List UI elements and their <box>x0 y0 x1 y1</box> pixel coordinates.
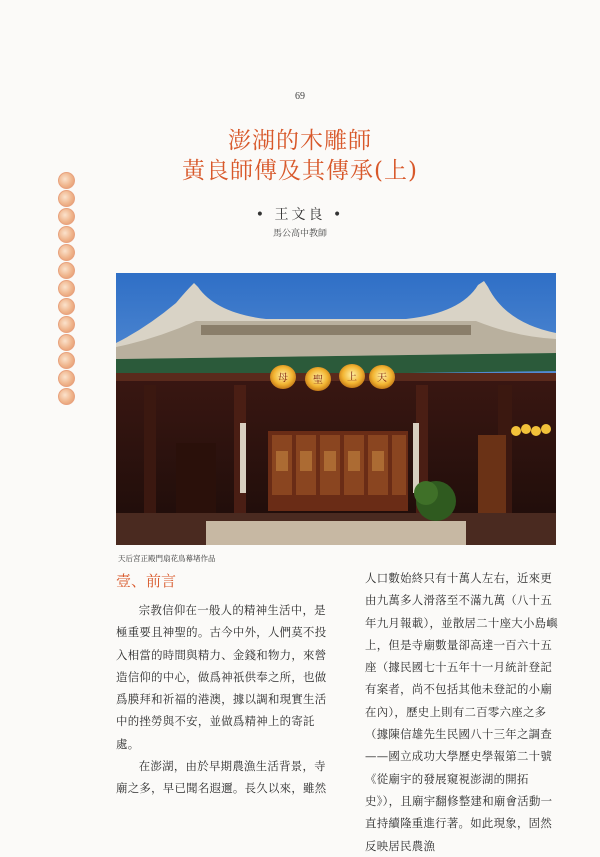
paragraph: 在澎湖，由於早期農漁生活背景，寺廟之多，早已聞名遐邇。長久以來，雖然 <box>116 759 327 796</box>
photo-caption: 天后宮正殿門扇花鳥幕堵作品 <box>118 554 216 563</box>
right-column <box>365 567 561 857</box>
page-number: 69 <box>295 91 305 102</box>
ornament-dot <box>58 370 75 387</box>
ornament-dot <box>58 244 75 261</box>
ornament-dot <box>58 316 75 333</box>
ornament-dot <box>58 262 75 279</box>
article-title-line1: 澎湖的木雕師 <box>228 128 372 154</box>
lantern-char: 母 <box>278 373 288 384</box>
ornament-dot <box>58 280 75 297</box>
ornament-dot <box>58 334 75 351</box>
article-title-line2: 黃良師傅及其傳承(上) <box>182 158 418 184</box>
lantern-char: 上 <box>347 372 357 383</box>
ornament-dot <box>58 388 75 405</box>
paragraph: 人口數始終只有十萬人左右，近來更由九萬多人滑落至不滿九萬（八十五年九月報載），並散居二十座大小島嶼上，但是寺廟數量卻高達一百六十五座（據民國七十五年十一月統計登記有案者，尚不包括其他未登記的小廟在內），歷史上則有二百零六座之多（據陳信雄先生民國八十三年之調查——國立成功大學歷史學報第二十號《從廟宇的發展窺視澎湖的開拓史》），且廟宇翻修整建和廟會活動一直持續隆重進行著。如此現象，固然反映居民農漁 <box>365 571 559 853</box>
ornament-dot <box>58 352 75 369</box>
left-column <box>116 599 333 800</box>
lantern-char: 聖 <box>313 375 323 386</box>
temple-photo <box>116 273 556 545</box>
author-name: • 王文良 • <box>255 207 345 223</box>
section-heading: 壹、前言 <box>116 572 177 590</box>
author-affiliation: 馬公高中教師 <box>272 229 327 239</box>
lantern-char: 天 <box>377 373 387 384</box>
paragraph: 宗教信仰在一般人的精神生活中，是極重要且神聖的。古今中外，人們莫不投入相當的時間與精力、金錢和物力，來營造信仰的中心，做爲神祇供奉之所，也做爲膜拜和祈福的港澳，據以調和現實生活中的挫勞與不安，並做爲精神上的寄託處。 <box>116 603 327 751</box>
ornament-dot <box>58 298 75 315</box>
